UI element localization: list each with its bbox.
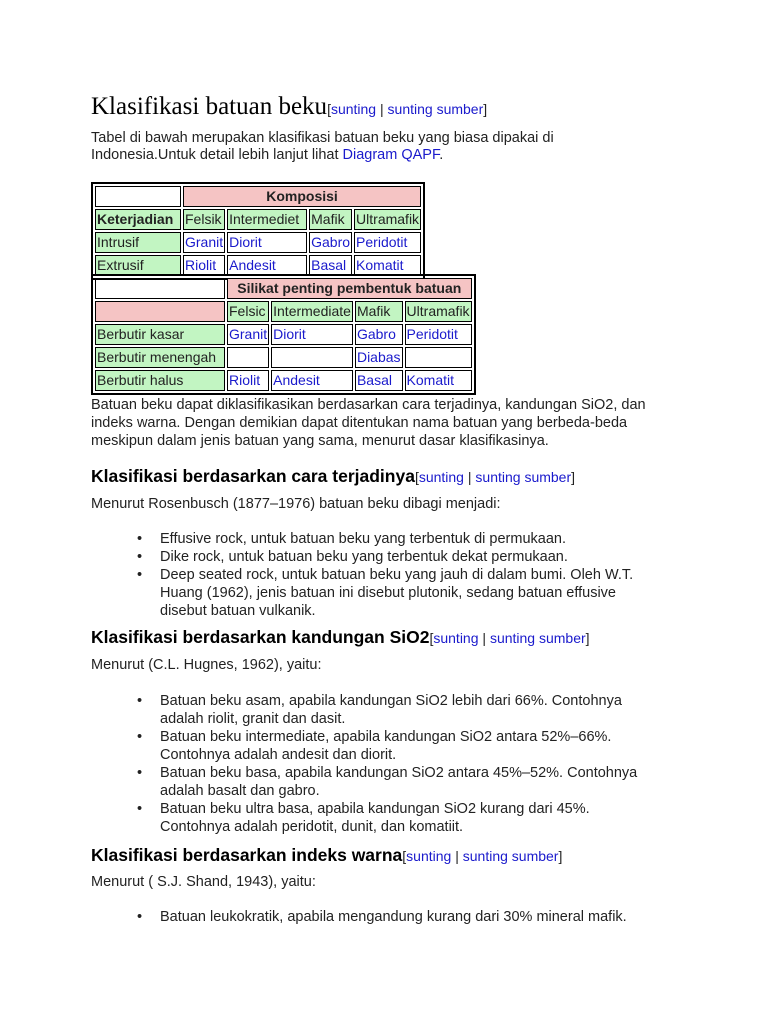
qapf-link[interactable]: Diagram QAPF — [342, 147, 440, 163]
rock-link[interactable]: Basal — [356, 372, 392, 388]
table-row-label: Extrusif — [95, 255, 181, 276]
list-item: • Batuan beku ultra basa, apabila kandungan SiO2 kurang dari 45%. Contohnya adalah peridotit, dunit, dan komatiit. — [91, 800, 661, 836]
table-col-header: Ultramafik — [354, 209, 421, 230]
table-col-header: Mafik — [355, 301, 403, 322]
rock-link[interactable]: Riolit — [229, 372, 261, 388]
table-col-header: Intermediet — [227, 209, 307, 230]
list-item: • Dike rock, untuk batuan beku yang terbentuk dekat permukaan. — [91, 548, 661, 566]
table-row-label: Berbutir kasar — [95, 324, 225, 345]
rock-link[interactable]: Granit — [185, 234, 224, 250]
list-item: • Batuan beku basa, apabila kandungan SiO2 antara 45%–52%. Contohnya adalah basalt dan gabro. — [91, 764, 661, 800]
rock-link[interactable]: Komatit — [406, 372, 455, 388]
section-lead: Menurut ( S.J. Shand, 1943), yaitu: — [91, 874, 316, 890]
list-item: • Batuan beku asam, apabila kandungan SiO2 lebih dari 66%. Contohnya adalah riolit, granit dan dasit. — [91, 692, 661, 728]
rock-link[interactable]: Gabro — [356, 326, 396, 342]
rock-link[interactable]: Andesit — [229, 257, 276, 273]
table-col-header: Felsik — [183, 209, 225, 230]
table-row-label: Berbutir menengah — [95, 347, 225, 368]
section-heading-formation: Klasifikasi berdasarkan cara terjadinya[sunting | sunting sumber] — [91, 466, 576, 486]
edit-source-link[interactable]: sunting sumber — [387, 101, 484, 117]
table-row-label: Berbutir halus — [95, 370, 225, 391]
table-row-label: Intrusif — [95, 232, 181, 253]
page-title: Klasifikasi batuan beku[sunting | sunting sumber] — [91, 93, 488, 120]
table-col-header: Ultramafik — [405, 301, 472, 322]
table-cell-empty — [271, 347, 353, 368]
table-row — [95, 324, 472, 345]
table-header: Komposisi — [183, 186, 421, 207]
rock-link[interactable]: Peridotit — [356, 234, 408, 250]
list-item: • Batuan beku intermediate, apabila kandungan SiO2 antara 52%–66%. Contohnya adalah andesit dan diorit. — [91, 728, 661, 764]
list-item: • Batuan leukokratik, apabila mengandung kurang dari 30% mineral mafik. — [91, 908, 661, 926]
edit-source-link[interactable]: sunting sumber — [475, 469, 572, 485]
section-heading-sio2: Klasifikasi berdasarkan kandungan SiO2[sunting | sunting sumber] — [91, 627, 590, 647]
classification-paragraph: Batuan beku dapat diklasifikasikan berdasarkan cara terjadinya, kandungan SiO2, dan indeks warna. Dengan demikian dapat ditentukan nama batuan yang berbeda-beda meskipun dalam jenis batuan yang sama, menurut dasar klasifikasinya. — [91, 397, 646, 449]
classification-table-grain — [91, 274, 476, 395]
list-item: • Deep seated rock, untuk batuan beku yang jauh di dalam bumi. Oleh W.T. Huang (1962), jenis batuan ini disebut plutonik, sedang batuan effusive disebut batuan vulkanik. — [91, 566, 661, 620]
classification-table-composition — [91, 182, 425, 280]
rock-link[interactable]: Riolit — [185, 257, 217, 273]
table-row — [95, 255, 421, 276]
rock-link[interactable]: Granit — [229, 326, 268, 342]
table-col-header: Mafik — [309, 209, 352, 230]
edit-source-link[interactable]: sunting sumber — [489, 630, 586, 646]
table-row — [95, 370, 472, 391]
rock-link[interactable]: Peridotit — [406, 326, 458, 342]
rock-link[interactable]: Diorit — [273, 326, 306, 342]
intro-paragraph: Tabel di bawah merupakan klasifikasi batuan beku yang biasa dipakai di Indonesia.Untuk detail lebih lanjut lihat Diagram QAPF. — [91, 130, 554, 163]
section-heading-color-index: Klasifikasi berdasarkan indeks warna[sunting | sunting sumber] — [91, 845, 563, 865]
table-col-header: Felsic — [227, 301, 269, 322]
section-lead: Menurut (C.L. Hugnes, 1962), yaitu: — [91, 657, 322, 673]
rock-link[interactable]: Komatit — [356, 257, 404, 273]
rock-link[interactable]: Gabro — [311, 234, 351, 250]
formation-list — [91, 530, 661, 620]
section-lead: Menurut Rosenbusch (1877–1976) batuan beku dibagi menjadi: — [91, 496, 501, 512]
table-header: Silikat penting pembentuk batuan — [227, 278, 472, 299]
table-corner-empty — [95, 186, 181, 207]
table-corner-pink — [95, 301, 225, 322]
table-col-header: Intermediate — [271, 301, 353, 322]
edit-link[interactable]: sunting — [330, 101, 377, 117]
sio2-list — [91, 692, 661, 836]
color-index-list — [91, 908, 661, 926]
rock-link[interactable]: Andesit — [273, 372, 320, 388]
table-corner-empty — [95, 278, 225, 299]
edit-link[interactable]: sunting — [433, 630, 479, 646]
table-row — [95, 347, 472, 368]
edit-source-link[interactable]: sunting sumber — [462, 848, 559, 864]
rock-link[interactable]: Basal — [311, 257, 347, 273]
table-row-header: Keterjadian — [95, 209, 181, 230]
table-cell-empty — [405, 347, 472, 368]
edit-section-links: [sunting | sunting sumber] — [327, 101, 488, 117]
edit-link[interactable]: sunting — [418, 469, 464, 485]
table-cell-empty — [227, 347, 269, 368]
edit-link[interactable]: sunting — [406, 848, 452, 864]
table-row — [95, 232, 421, 253]
rock-link[interactable]: Diorit — [229, 234, 262, 250]
list-item: • Effusive rock, untuk batuan beku yang terbentuk di permukaan. — [91, 530, 661, 548]
rock-link[interactable]: Diabas — [356, 349, 401, 365]
